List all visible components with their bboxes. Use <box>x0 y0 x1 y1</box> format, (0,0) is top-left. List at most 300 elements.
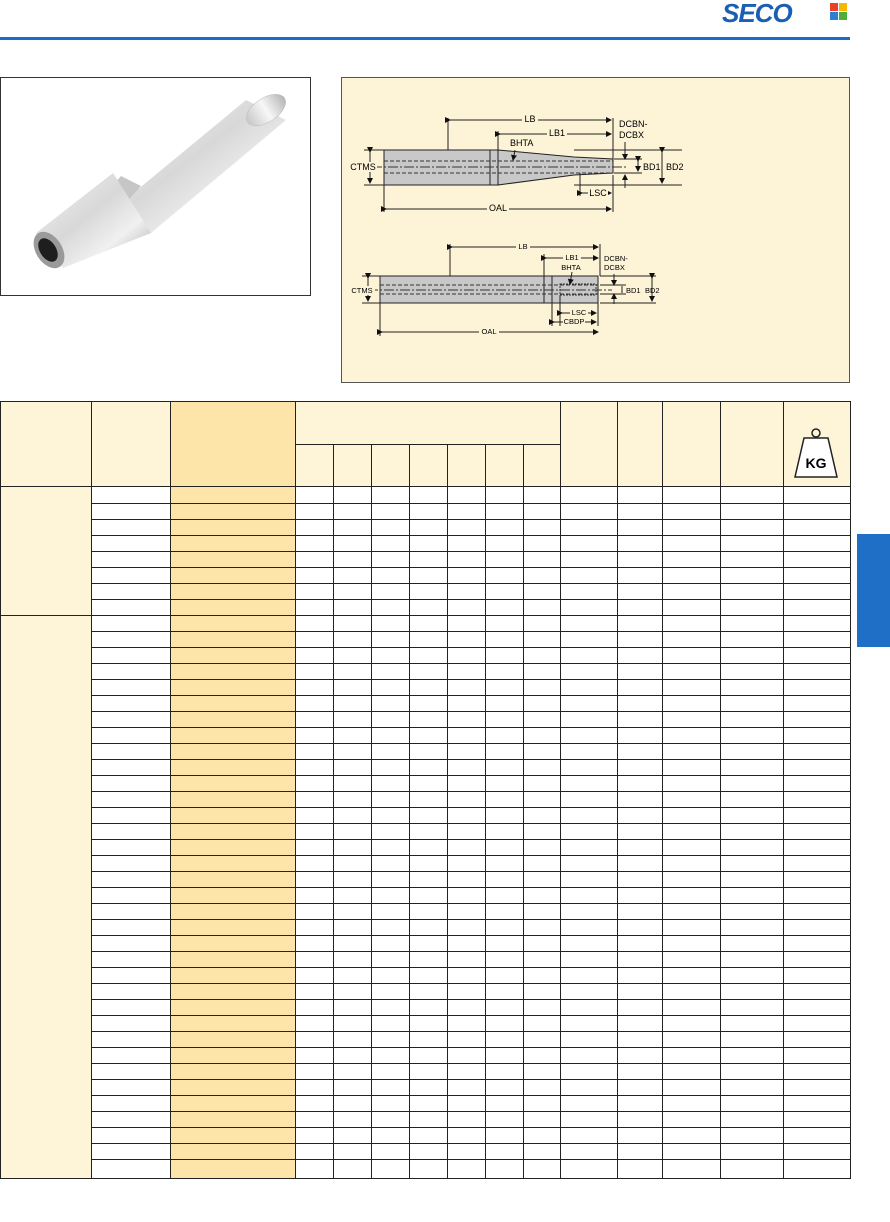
table-cell <box>524 936 561 952</box>
table-cell <box>486 1160 524 1179</box>
table-cell <box>784 616 851 632</box>
table-cell <box>618 504 663 520</box>
table-cell <box>92 568 171 584</box>
table-cell <box>524 856 561 872</box>
order-code-cell <box>171 792 296 808</box>
table-cell <box>372 1080 410 1096</box>
table-cell <box>663 1112 721 1128</box>
table-cell <box>486 632 524 648</box>
table-cell <box>561 872 618 888</box>
table-cell <box>92 808 171 824</box>
table-cell <box>296 568 334 584</box>
table-cell <box>448 984 486 1000</box>
table-cell <box>372 968 410 984</box>
table-cell <box>663 1096 721 1112</box>
table-cell <box>524 504 561 520</box>
table-cell <box>410 552 448 568</box>
table-row <box>1 760 851 776</box>
table-row <box>1 872 851 888</box>
table-cell <box>618 808 663 824</box>
table-cell <box>784 664 851 680</box>
table-cell <box>334 632 372 648</box>
table-cell <box>721 888 784 904</box>
table-cell <box>448 712 486 728</box>
table-cell <box>92 872 171 888</box>
table-cell <box>410 584 448 600</box>
table-cell <box>618 824 663 840</box>
table-cell <box>561 632 618 648</box>
table-cell <box>618 1096 663 1112</box>
table-cell <box>92 504 171 520</box>
label-lb1-bottom: LB1 <box>565 253 579 262</box>
table-cell <box>448 1000 486 1016</box>
table-cell <box>334 792 372 808</box>
table-cell <box>410 1112 448 1128</box>
table-cell <box>372 568 410 584</box>
table-cell <box>448 536 486 552</box>
table-cell <box>784 1064 851 1080</box>
table-cell <box>486 728 524 744</box>
table-cell <box>372 1096 410 1112</box>
table-cell <box>92 904 171 920</box>
table-cell <box>410 904 448 920</box>
table-cell <box>486 536 524 552</box>
order-code-cell <box>171 584 296 600</box>
table-cell <box>448 1016 486 1032</box>
table-cell <box>334 968 372 984</box>
table-cell <box>618 584 663 600</box>
table-cell <box>524 1080 561 1096</box>
table-cell <box>721 1144 784 1160</box>
table-cell <box>334 600 372 616</box>
table-cell <box>92 728 171 744</box>
table-cell <box>784 520 851 536</box>
table-cell <box>618 920 663 936</box>
table-cell <box>663 984 721 1000</box>
table-cell <box>92 648 171 664</box>
table-cell <box>721 744 784 760</box>
table-cell <box>296 487 334 504</box>
table-cell <box>92 792 171 808</box>
table-cell <box>372 872 410 888</box>
table-cell <box>561 856 618 872</box>
table-cell <box>618 872 663 888</box>
table-cell <box>448 1048 486 1064</box>
table-cell <box>296 984 334 1000</box>
table-cell <box>524 664 561 680</box>
table-cell <box>721 728 784 744</box>
table-cell <box>618 1016 663 1032</box>
product-photo <box>0 77 311 296</box>
order-code-cell <box>171 1000 296 1016</box>
table-cell <box>721 968 784 984</box>
table-cell <box>721 1016 784 1032</box>
table-cell <box>524 632 561 648</box>
order-code-cell <box>171 952 296 968</box>
table-cell <box>561 984 618 1000</box>
table-cell <box>372 552 410 568</box>
table-cell <box>784 1112 851 1128</box>
table-cell <box>618 1048 663 1064</box>
table-cell <box>524 872 561 888</box>
table-cell <box>663 1064 721 1080</box>
table-cell <box>663 904 721 920</box>
table-cell <box>721 536 784 552</box>
table-cell <box>561 696 618 712</box>
table-cell <box>721 487 784 504</box>
table-cell <box>784 1032 851 1048</box>
logo-wordmark: SECO <box>722 0 792 28</box>
table-cell <box>296 536 334 552</box>
table-cell <box>486 1048 524 1064</box>
table-cell <box>486 1064 524 1080</box>
table-cell <box>92 1128 171 1144</box>
table-cell <box>448 648 486 664</box>
table-cell <box>296 1144 334 1160</box>
table-cell <box>334 1080 372 1096</box>
dimension-diagram-panel <box>341 77 850 383</box>
label-lb: LB <box>524 114 536 124</box>
table-cell <box>448 1144 486 1160</box>
table-cell <box>296 712 334 728</box>
weight-icon-label: KG <box>805 455 827 471</box>
header-row-1 <box>1 402 851 445</box>
order-code-cell <box>171 1160 296 1179</box>
table-cell <box>410 1128 448 1144</box>
table-cell <box>618 696 663 712</box>
table-cell <box>372 632 410 648</box>
table-cell <box>410 1096 448 1112</box>
order-code-cell <box>171 760 296 776</box>
table-cell <box>721 1048 784 1064</box>
header-subcell <box>486 444 524 487</box>
table-cell <box>334 904 372 920</box>
table-row <box>1 728 851 744</box>
table-cell <box>486 904 524 920</box>
order-code-cell <box>171 1016 296 1032</box>
table-cell <box>524 760 561 776</box>
seco-logo <box>722 0 850 26</box>
table-cell <box>334 920 372 936</box>
table-cell <box>92 712 171 728</box>
table-cell <box>618 1064 663 1080</box>
table-cell <box>486 696 524 712</box>
table-cell <box>296 664 334 680</box>
table-cell <box>524 728 561 744</box>
label-bd1-bottom: BD1 <box>626 286 641 295</box>
table-cell <box>561 936 618 952</box>
header-cell-dimensions <box>296 402 561 445</box>
table-cell <box>448 728 486 744</box>
table-cell <box>486 552 524 568</box>
table-cell <box>618 904 663 920</box>
table-row <box>1 648 851 664</box>
table-cell <box>524 616 561 632</box>
table-row <box>1 1000 851 1016</box>
table-cell <box>663 536 721 552</box>
table-cell <box>561 520 618 536</box>
order-code-cell <box>171 984 296 1000</box>
table-cell <box>448 1032 486 1048</box>
table-cell <box>721 1160 784 1179</box>
table-cell <box>372 616 410 632</box>
table-cell <box>721 552 784 568</box>
table-cell <box>410 1160 448 1179</box>
table-cell <box>618 520 663 536</box>
table-cell <box>663 840 721 856</box>
table-cell <box>721 696 784 712</box>
table-cell <box>92 487 171 504</box>
table-row <box>1 520 851 536</box>
table-cell <box>486 600 524 616</box>
table-cell <box>410 936 448 952</box>
table-cell <box>663 696 721 712</box>
table-cell <box>372 1128 410 1144</box>
table-cell <box>524 792 561 808</box>
table-row <box>1 936 851 952</box>
order-code-cell <box>171 648 296 664</box>
table-cell <box>524 712 561 728</box>
table-cell <box>448 856 486 872</box>
table-row <box>1 808 851 824</box>
table-cell <box>784 920 851 936</box>
table-cell <box>486 487 524 504</box>
table-cell <box>721 568 784 584</box>
order-code-cell <box>171 568 296 584</box>
table-row <box>1 904 851 920</box>
section-tab[interactable] <box>857 534 890 647</box>
table-cell <box>784 1144 851 1160</box>
table-cell <box>784 1016 851 1032</box>
table-cell <box>410 744 448 760</box>
table-cell <box>296 632 334 648</box>
table-cell <box>524 520 561 536</box>
table-cell <box>486 792 524 808</box>
table-cell <box>561 904 618 920</box>
table-cell <box>372 1048 410 1064</box>
group-b-label-cell <box>1 616 92 1179</box>
table-cell <box>524 824 561 840</box>
table-cell <box>784 952 851 968</box>
table-cell <box>618 1160 663 1179</box>
table-cell <box>561 1160 618 1179</box>
table-cell <box>410 792 448 808</box>
table-cell <box>334 536 372 552</box>
table-cell <box>372 1064 410 1080</box>
table-cell <box>721 1080 784 1096</box>
table-cell <box>784 696 851 712</box>
table-row <box>1 504 851 520</box>
table-cell <box>721 824 784 840</box>
table-cell <box>524 744 561 760</box>
diagram-bottom <box>349 242 660 336</box>
weight-icon <box>784 402 849 484</box>
table-cell <box>663 936 721 952</box>
table-cell <box>618 487 663 504</box>
table-cell <box>618 664 663 680</box>
table-cell <box>448 600 486 616</box>
table-cell <box>561 1064 618 1080</box>
order-code-cell <box>171 1112 296 1128</box>
table-cell <box>561 1128 618 1144</box>
header-cell <box>1 402 92 487</box>
label-lb1: LB1 <box>548 128 566 138</box>
table-cell <box>448 744 486 760</box>
table-cell <box>334 1048 372 1064</box>
table-cell <box>561 1096 618 1112</box>
table-cell <box>486 760 524 776</box>
table-cell <box>561 760 618 776</box>
table-cell <box>296 1160 334 1179</box>
table-cell <box>663 824 721 840</box>
table-cell <box>561 600 618 616</box>
table-cell <box>334 487 372 504</box>
header-cell-weight <box>784 402 851 487</box>
boring-bar-adapter-photo-icon <box>1 78 310 295</box>
order-code-cell <box>171 616 296 632</box>
order-code-cell <box>171 856 296 872</box>
table-cell <box>486 888 524 904</box>
table-cell <box>296 1000 334 1016</box>
table-cell <box>618 1080 663 1096</box>
table-cell <box>334 1128 372 1144</box>
label-bhta-bottom: BHTA <box>561 263 581 272</box>
table-cell <box>334 760 372 776</box>
table-cell <box>296 888 334 904</box>
table-cell <box>92 856 171 872</box>
table-cell <box>410 984 448 1000</box>
table-cell <box>334 872 372 888</box>
table-row <box>1 584 851 600</box>
diagram-top <box>349 114 684 213</box>
table-cell <box>524 536 561 552</box>
table-cell <box>663 1016 721 1032</box>
table-cell <box>663 600 721 616</box>
header-subcell <box>448 444 486 487</box>
table-cell <box>296 584 334 600</box>
table-row <box>1 744 851 760</box>
header-cell <box>721 402 784 487</box>
table-cell <box>296 1128 334 1144</box>
label-bd2-bottom: BD2 <box>645 286 660 295</box>
table-cell <box>334 952 372 968</box>
table-cell <box>524 808 561 824</box>
table-cell <box>334 984 372 1000</box>
table-row <box>1 712 851 728</box>
table-cell <box>486 840 524 856</box>
table-cell <box>663 568 721 584</box>
table-cell <box>524 1048 561 1064</box>
table-cell <box>721 632 784 648</box>
table-cell <box>561 584 618 600</box>
table-cell <box>92 1160 171 1179</box>
table-cell <box>92 1064 171 1080</box>
table-cell <box>92 920 171 936</box>
table-cell <box>334 1160 372 1179</box>
table-cell <box>410 536 448 552</box>
table-cell <box>410 504 448 520</box>
table-cell <box>334 712 372 728</box>
order-code-cell <box>171 487 296 504</box>
table-cell <box>561 952 618 968</box>
table-row <box>1 1064 851 1080</box>
table-cell <box>372 1016 410 1032</box>
table-cell <box>296 520 334 536</box>
table-cell <box>372 487 410 504</box>
table-cell <box>784 504 851 520</box>
label-lsc: LSC <box>589 188 607 198</box>
table-row <box>1 984 851 1000</box>
order-code-cell <box>171 968 296 984</box>
table-cell <box>486 1128 524 1144</box>
table-cell <box>486 744 524 760</box>
table-cell <box>486 616 524 632</box>
table-cell <box>410 1080 448 1096</box>
table-cell <box>296 696 334 712</box>
table-cell <box>721 856 784 872</box>
table-cell <box>721 504 784 520</box>
table-cell <box>486 984 524 1000</box>
table-cell <box>721 1032 784 1048</box>
table-row <box>1 1016 851 1032</box>
table-cell <box>92 984 171 1000</box>
table-cell <box>92 584 171 600</box>
table-cell <box>296 504 334 520</box>
order-code-cell <box>171 536 296 552</box>
table-cell <box>448 760 486 776</box>
table-cell <box>92 1000 171 1016</box>
table-cell <box>721 984 784 1000</box>
table-cell <box>448 936 486 952</box>
table-cell <box>334 1000 372 1016</box>
table-cell <box>448 664 486 680</box>
table-cell <box>721 840 784 856</box>
table-cell <box>524 1144 561 1160</box>
order-code-cell <box>171 1128 296 1144</box>
table-row <box>1 968 851 984</box>
table-row <box>1 568 851 584</box>
table-cell <box>784 856 851 872</box>
table-cell <box>296 1064 334 1080</box>
table-cell <box>561 776 618 792</box>
table-cell <box>618 744 663 760</box>
table-cell <box>663 744 721 760</box>
table-cell <box>92 952 171 968</box>
table-cell <box>618 888 663 904</box>
table-cell <box>334 680 372 696</box>
table-cell <box>784 568 851 584</box>
table-cell <box>334 856 372 872</box>
table-cell <box>784 840 851 856</box>
table-cell <box>486 712 524 728</box>
order-code-cell <box>171 872 296 888</box>
table-cell <box>372 984 410 1000</box>
table-cell <box>721 664 784 680</box>
table-cell <box>486 648 524 664</box>
table-cell <box>334 840 372 856</box>
table-cell <box>561 568 618 584</box>
table-cell <box>334 568 372 584</box>
table-cell <box>448 552 486 568</box>
label-cbdp-bottom: CBDP <box>563 317 585 326</box>
table-cell <box>524 487 561 504</box>
table-cell <box>410 487 448 504</box>
table-cell <box>663 504 721 520</box>
table-cell <box>448 968 486 984</box>
table-cell <box>524 968 561 984</box>
label-ctms-bottom: CTMS <box>351 286 373 295</box>
table-cell <box>410 680 448 696</box>
